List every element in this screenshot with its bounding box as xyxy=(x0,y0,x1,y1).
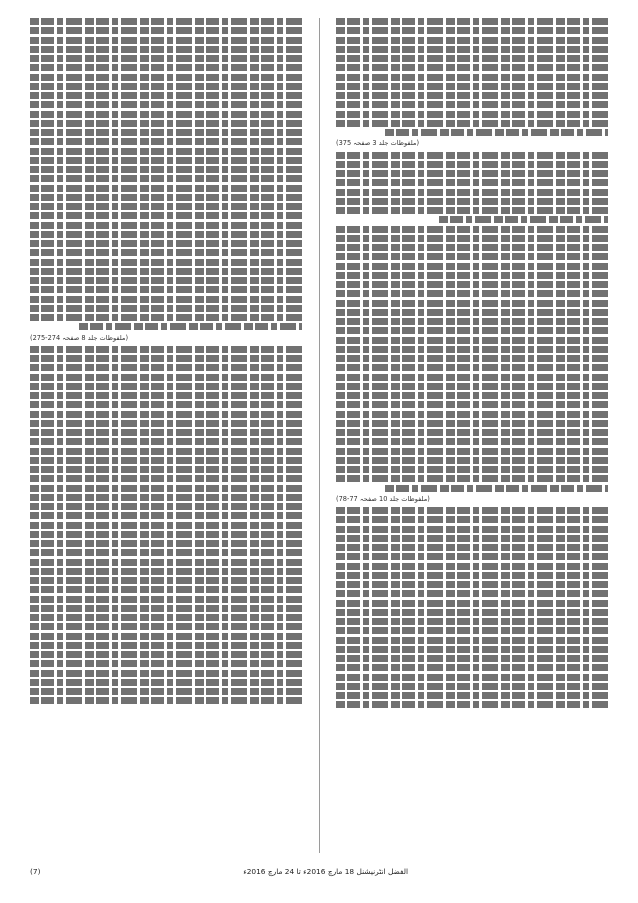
text-line xyxy=(30,18,302,25)
column-divider xyxy=(319,18,320,853)
text-line xyxy=(30,596,302,603)
text-line xyxy=(30,559,302,566)
text-line xyxy=(336,411,608,418)
text-line xyxy=(30,448,302,455)
text-line xyxy=(336,309,608,316)
text-line xyxy=(30,660,302,667)
text-line xyxy=(336,120,608,127)
text-line xyxy=(336,600,608,607)
text-line xyxy=(336,664,608,671)
text-line xyxy=(336,64,608,71)
page-number: (7) xyxy=(30,867,41,876)
right-column-text xyxy=(336,16,608,858)
text-line xyxy=(336,18,608,25)
text-line xyxy=(336,701,608,708)
left-column xyxy=(30,16,302,858)
text-line xyxy=(336,692,608,699)
text-line xyxy=(336,646,608,653)
text-line xyxy=(336,83,608,90)
text-line xyxy=(30,37,302,44)
text-line xyxy=(30,148,302,155)
text-line xyxy=(336,590,608,597)
text-line xyxy=(30,420,302,427)
text-line xyxy=(336,290,608,297)
text-line xyxy=(336,337,608,344)
text-line xyxy=(336,516,608,523)
text-line xyxy=(336,244,608,251)
text-line xyxy=(336,683,608,690)
text-line xyxy=(30,697,302,704)
text-line xyxy=(30,194,302,201)
text-line xyxy=(30,101,302,108)
page-footer xyxy=(30,866,608,880)
text-line xyxy=(30,485,302,492)
text-line xyxy=(336,179,608,186)
text-line xyxy=(385,129,608,136)
text-line xyxy=(336,37,608,44)
text-line xyxy=(30,240,302,247)
text-line xyxy=(336,272,608,279)
text-line xyxy=(336,420,608,427)
text-line xyxy=(30,249,302,256)
text-line xyxy=(30,120,302,127)
text-line xyxy=(336,355,608,362)
text-line xyxy=(30,392,302,399)
reference-citation: (ملفوظات جلد 3 صفحہ 375) xyxy=(336,139,420,148)
text-line xyxy=(439,216,608,223)
text-line xyxy=(30,623,302,630)
text-line xyxy=(30,111,302,118)
text-line xyxy=(336,226,608,233)
text-line xyxy=(30,457,302,464)
text-line xyxy=(30,305,302,312)
text-line xyxy=(30,212,302,219)
text-line xyxy=(30,296,302,303)
text-line xyxy=(30,475,302,482)
text-line xyxy=(30,231,302,238)
text-line xyxy=(30,503,302,510)
left-column-text xyxy=(30,16,302,858)
text-line xyxy=(30,129,302,136)
text-line xyxy=(336,111,608,118)
text-line xyxy=(336,300,608,307)
text-line xyxy=(30,286,302,293)
text-line xyxy=(336,374,608,381)
text-line xyxy=(30,346,302,353)
text-line xyxy=(336,253,608,260)
text-line xyxy=(336,507,608,514)
text-line xyxy=(336,581,608,588)
right-column xyxy=(336,16,608,858)
text-line xyxy=(336,152,608,159)
text-line xyxy=(336,655,608,662)
text-line xyxy=(30,670,302,677)
text-line xyxy=(30,411,302,418)
text-line xyxy=(30,46,302,53)
text-line xyxy=(30,577,302,584)
text-line xyxy=(336,475,608,482)
text-line xyxy=(336,627,608,634)
text-line xyxy=(385,485,608,492)
text-line xyxy=(30,64,302,71)
text-line xyxy=(30,222,302,229)
text-line xyxy=(30,540,302,547)
text-line xyxy=(336,74,608,81)
text-line xyxy=(336,563,608,570)
text-line xyxy=(30,494,302,501)
text-line xyxy=(30,438,302,445)
publication-line: الفضل انٹرنیشنل 18 مارچ 2016ء تا 24 مارچ 2016ء xyxy=(243,867,408,876)
text-line xyxy=(79,323,302,330)
text-line xyxy=(30,55,302,62)
text-line xyxy=(336,383,608,390)
text-line xyxy=(336,263,608,270)
text-line xyxy=(336,618,608,625)
text-line xyxy=(30,175,302,182)
text-line xyxy=(30,83,302,90)
text-line xyxy=(336,553,608,560)
text-line xyxy=(336,161,608,168)
text-line xyxy=(30,92,302,99)
text-line xyxy=(30,642,302,649)
text-line xyxy=(30,138,302,145)
text-line xyxy=(336,429,608,436)
text-line xyxy=(30,605,302,612)
text-line xyxy=(30,401,302,408)
text-line xyxy=(30,633,302,640)
reference-citation: (ملفوظات جلد 8 صفحہ 274-275) xyxy=(30,333,129,342)
text-line xyxy=(30,512,302,519)
text-line xyxy=(30,549,302,556)
text-line xyxy=(30,355,302,362)
text-line xyxy=(30,466,302,473)
text-line xyxy=(336,448,608,455)
text-line xyxy=(336,674,608,681)
text-line xyxy=(30,586,302,593)
text-line xyxy=(30,688,302,695)
text-line xyxy=(336,364,608,371)
text-line xyxy=(336,101,608,108)
reference-citation: (ملفوظات جلد 10 صفحہ 77-78) xyxy=(336,494,430,503)
text-line xyxy=(336,572,608,579)
text-line xyxy=(30,314,302,321)
text-line xyxy=(30,166,302,173)
text-line xyxy=(30,27,302,34)
text-line xyxy=(336,526,608,533)
text-line xyxy=(336,235,608,242)
text-line xyxy=(30,531,302,538)
text-line xyxy=(336,637,608,644)
text-line xyxy=(30,203,302,210)
text-line xyxy=(336,198,608,205)
text-line xyxy=(336,27,608,34)
text-line xyxy=(30,259,302,266)
text-line xyxy=(30,429,302,436)
text-line xyxy=(336,457,608,464)
text-line xyxy=(336,92,608,99)
text-line xyxy=(30,157,302,164)
text-line xyxy=(336,544,608,551)
text-line xyxy=(336,327,608,334)
text-line xyxy=(30,74,302,81)
text-line xyxy=(30,522,302,529)
text-line xyxy=(30,614,302,621)
text-line xyxy=(336,318,608,325)
text-line xyxy=(336,207,608,214)
text-line xyxy=(30,364,302,371)
text-line xyxy=(336,609,608,616)
text-line xyxy=(336,392,608,399)
text-line xyxy=(30,277,302,284)
text-line xyxy=(336,46,608,53)
text-line xyxy=(336,55,608,62)
text-line xyxy=(336,281,608,288)
text-line xyxy=(30,374,302,381)
text-line xyxy=(30,651,302,658)
text-line xyxy=(336,401,608,408)
text-line xyxy=(336,535,608,542)
text-line xyxy=(30,185,302,192)
text-line xyxy=(336,189,608,196)
text-line xyxy=(30,679,302,686)
text-line xyxy=(336,466,608,473)
text-line xyxy=(336,346,608,353)
text-line xyxy=(30,568,302,575)
text-line xyxy=(30,383,302,390)
text-line xyxy=(336,170,608,177)
text-line xyxy=(336,438,608,445)
text-line xyxy=(30,268,302,275)
